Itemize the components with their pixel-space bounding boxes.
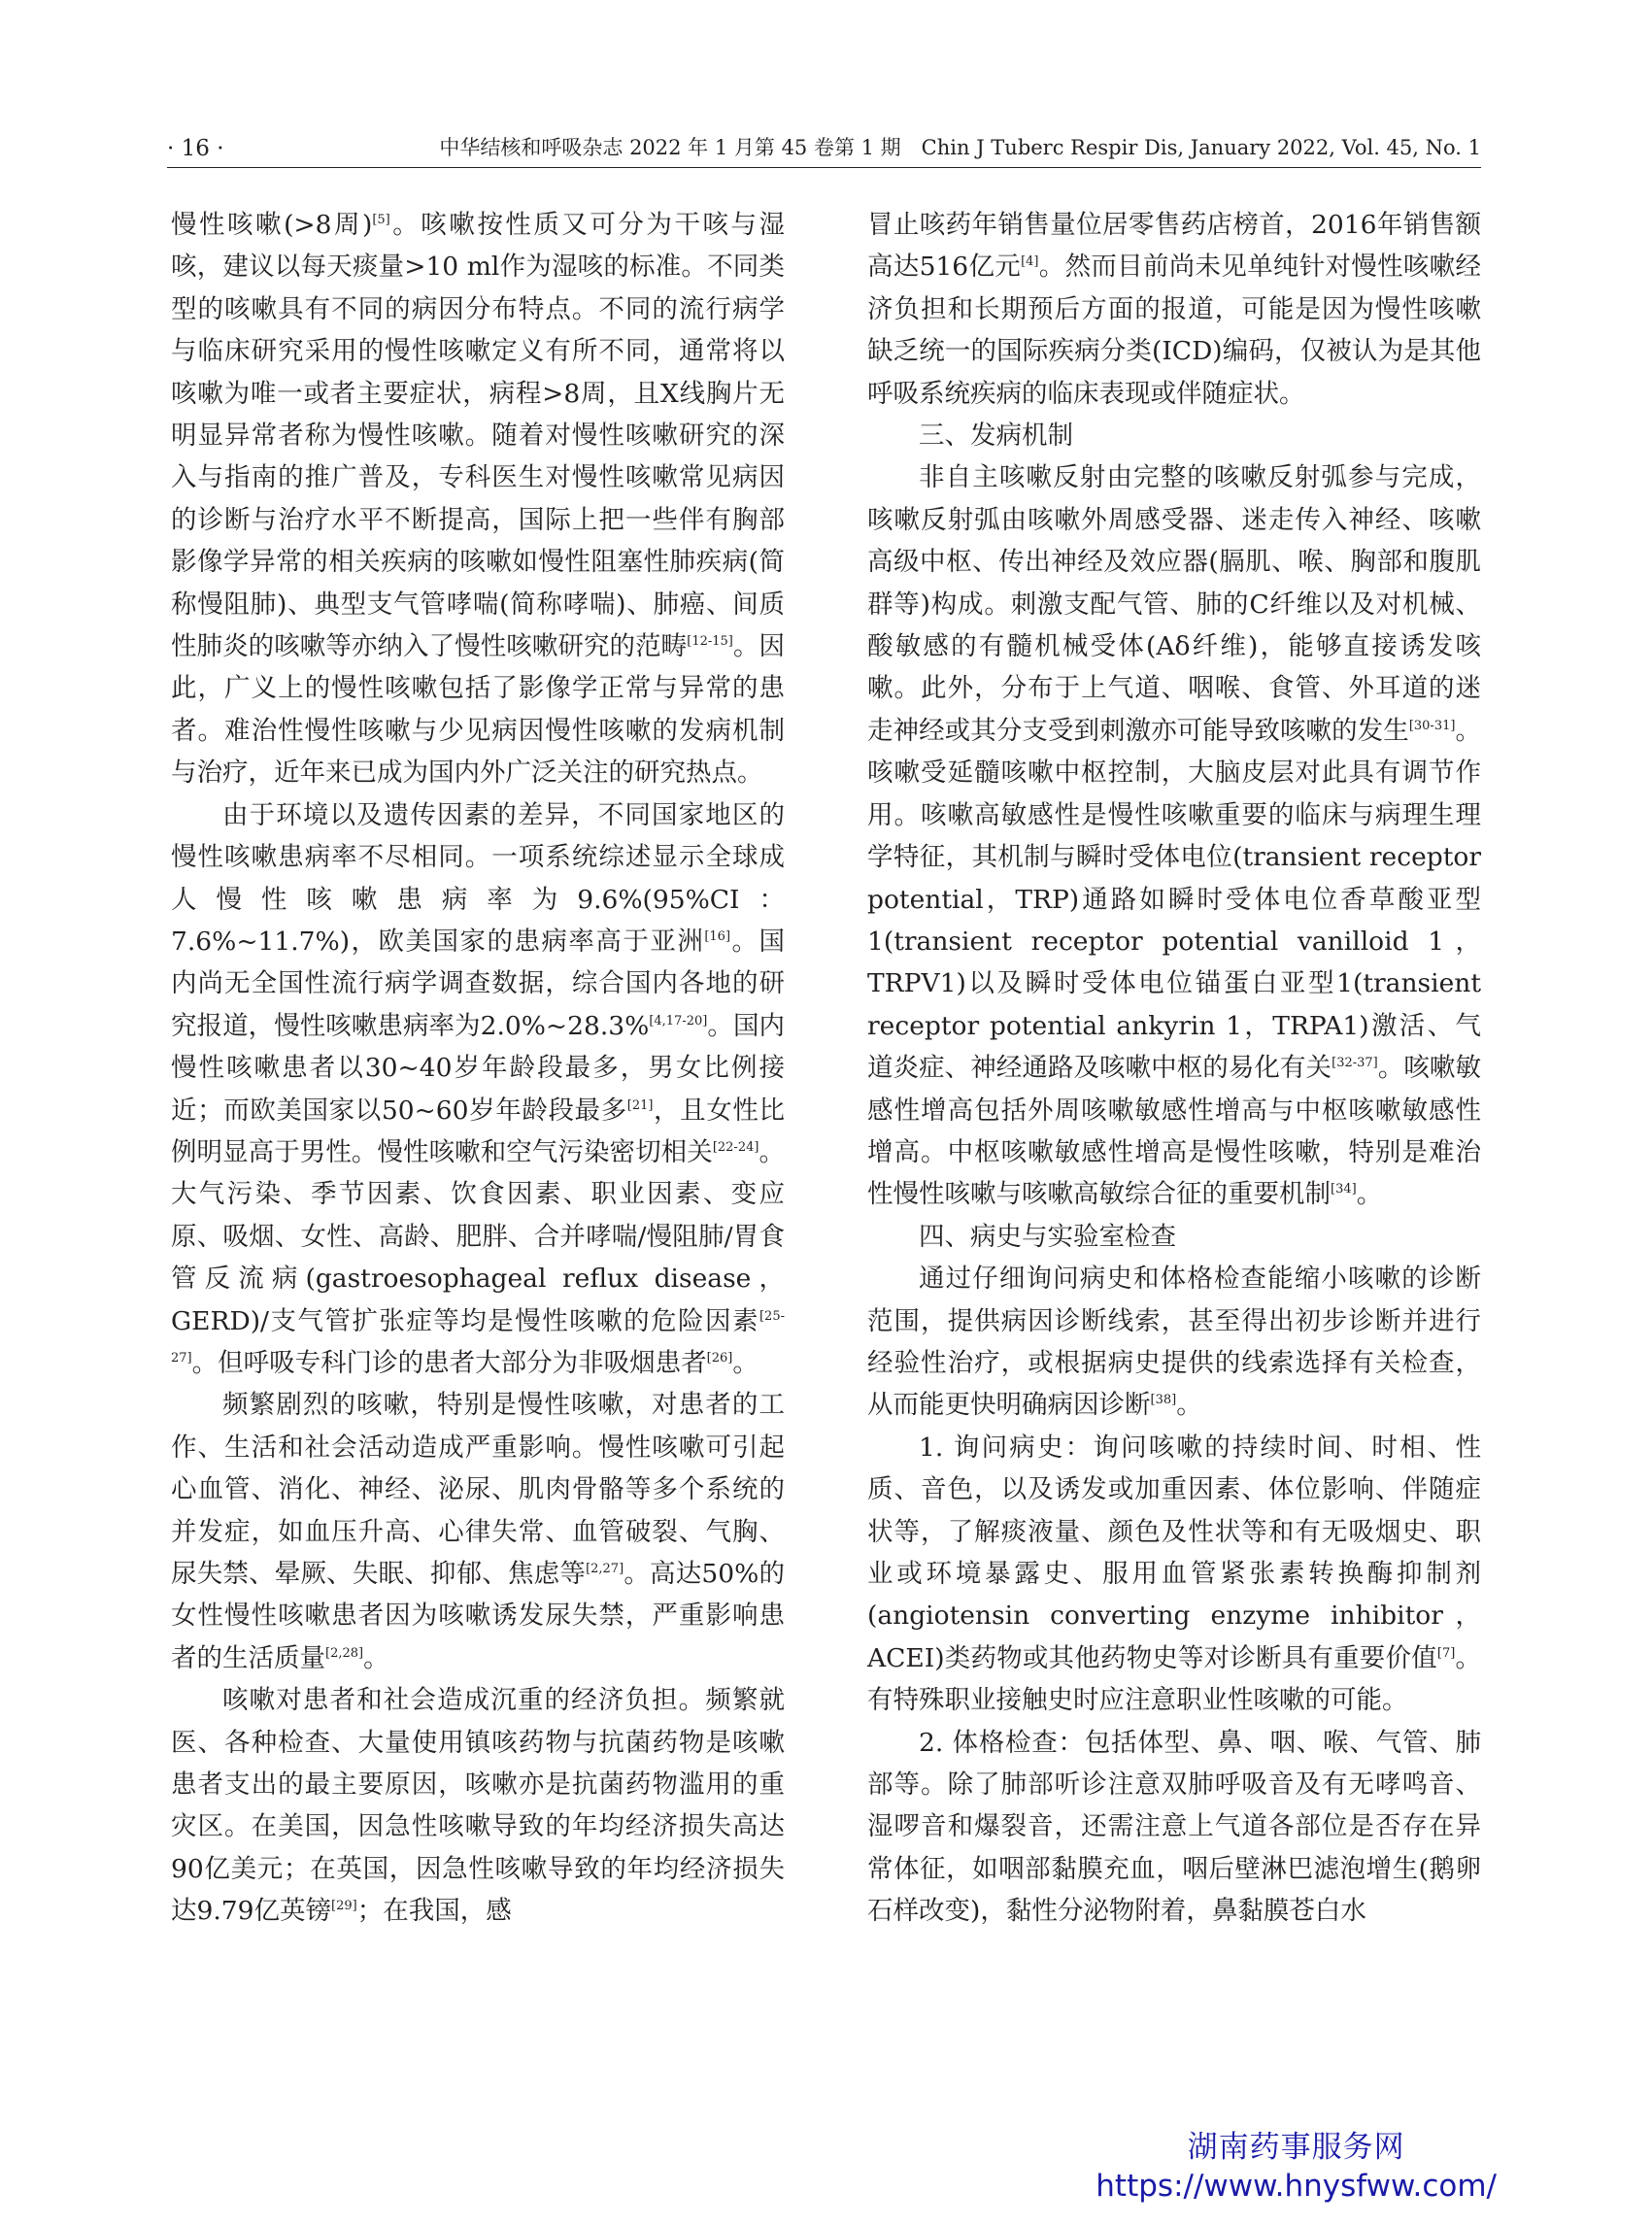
- paragraph: 冒止咳药年销售量位居零售药店榜首，2016年销售额高达516亿元[4]。然而目前尚未见单纯针对慢性咳嗽经济负担和长期预后方面的报道，可能是因为慢性咳嗽缺乏统一的国际疾病分类(ICD)编码，仅被认为是其他呼吸系统疾病的临床表现或伴随症状。: [867, 210, 1481, 409]
- citation: [38]: [1150, 1393, 1177, 1408]
- citation: [21]: [626, 1097, 654, 1113]
- paragraph: 通过仔细询问病史和体格检查能缩小咳嗽的诊断范围，提供病因诊断线索，甚至得出初步诊断并进行经验性治疗，或根据病史提供的线索选择有关检查，从而能更快明确病因诊断[38]。: [867, 1264, 1481, 1421]
- site-watermark: [1096, 2128, 1497, 2206]
- citation: [26]: [706, 1351, 733, 1366]
- running-header: [167, 130, 1481, 168]
- citation: [22-24]: [712, 1140, 759, 1156]
- citation: [34]: [1331, 1182, 1357, 1197]
- paragraph: 慢性咳嗽(>8周)[5]。咳嗽按性质又可分为干咳与湿咳，建议以每天痰量>10 ml作为湿咳的标准。不同类型的咳嗽具有不同的病因分布特点。不同的流行病学与临床研究采用的慢性咳嗽定义有所不同，通常将以咳嗽为唯一或者主要症状，病程>8周，且X线胸片无明显异常者称为慢性咳嗽。随着对慢性咳嗽研究的深入与指南的推广普及，专科医生对慢性咳嗽常见病因的诊断与治疗水平不断提高，国际上把一些伴有胸部影像学异常的相关疾病的咳嗽如慢性阻塞性肺疾病(简称慢阻肺)、典型支气管哮喘(简称哮喘)、肺癌、间质性肺炎的咳嗽等亦纳入了慢性咳嗽研究的范畴[12-15]。因此，广义上的慢性咳嗽包括了影像学正常与异常的患者。难治性慢性咳嗽与少见病因慢性咳嗽的发病机制与治疗，近年来已成为国内外广泛关注的研究热点。: [171, 210, 785, 789]
- citation: [16]: [704, 929, 731, 945]
- paragraph: 2. 体格检查：包括体型、鼻、咽、喉、气管、肺部等。除了肺部听诊注意双肺呼吸音及有无哮鸣音、湿啰音和爆裂音，还需注意上气道各部位是否存在异常体征，如咽部黏膜充血，咽后壁淋巴滤泡增生(鹅卵石样改变)，黏性分泌物附着，鼻黏膜苍白水: [867, 1727, 1481, 1927]
- section-heading: 三、发病机制: [919, 421, 1073, 452]
- paragraph: 频繁剧烈的咳嗽，特别是慢性咳嗽，对患者的工作、生活和社会活动造成严重影响。慢性咳嗽可引起心血管、消化、神经、泌尿、肌肉骨骼等多个系统的并发症，如血压升高、心律失常、血管破裂、气胸、尿失禁、晕厥、失眠、抑郁、焦虑等[2,27]。高达50%的女性慢性咳嗽患者因为咳嗽诱发尿失禁，严重影响患者的生活质量[2,28]。: [171, 1390, 786, 1673]
- section-heading: 四、病史与实验室检查: [919, 1221, 1176, 1252]
- citation: [2,27]: [586, 1562, 624, 1577]
- running-title: 中华结核和呼吸杂志 2022 年 1 月第 45 卷第 1 期 Chin J Tuberc Respir Dis, January 2022, Vol. 45, No. 1: [439, 136, 1481, 159]
- citation: [32-37]: [1332, 1056, 1378, 1071]
- citation: [7]: [1436, 1645, 1456, 1661]
- watermark-url[interactable]: https://www.hnysfww.com/: [1096, 2169, 1497, 2204]
- citation: [2,28]: [325, 1645, 364, 1661]
- citation: [12-15]: [687, 634, 733, 650]
- paragraph: 咳嗽对患者和社会造成沉重的经济负担。频繁就医、各种检查、大量使用镇咳药物与抗菌药物是咳嗽患者支出的最主要原因，咳嗽亦是抗菌药物滥用的重灾区。在美国，因急性咳嗽导致的年均经济损失高达90亿美元；在英国，因急性咳嗽导致的年均经济损失达9.79亿英镑[29]；在我国，感: [171, 1685, 785, 1927]
- paragraph: 1. 询问病史：询问咳嗽的持续时间、时相、性质、音色，以及诱发或加重因素、体位影响、伴随症状等，了解痰液量、颜色及性状等和有无吸烟史、职业或环境暴露史、服用血管紧张素转换酶抑制剂(angiotensin converting enzyme inhibitor，ACEI)类药物或其他药物史等对诊断具有重要价值[7]。有特殊职业接触史时应注意职业性咳嗽的可能。: [867, 1432, 1481, 1716]
- page-number: · 16 ·: [167, 136, 224, 161]
- watermark-site-name: 湖南药事服务网: [1187, 2130, 1405, 2165]
- paragraph: 由于环境以及遗传因素的差异，不同国家地区的慢性咳嗽患病率不尽相同。一项系统综述显示全球成人慢性咳嗽患病率为9.6%(95%CI：7.6%~11.7%)，欧美国家的患病率高于亚洲[16]。国内尚无全国性流行病学调查数据，综合国内各地的研究报道，慢性咳嗽患病率为2.0%~28.3%[4,17-20]。国内慢性咳嗽患者以30~40岁年龄段最多，男女比例接近；而欧美国家以50~60岁年龄段最多[21]，且女性比例明显高于男性。慢性咳嗽和空气污染密切相关[22-24]。大气污染、季节因素、饮食因素、职业因素、变应原、吸烟、女性、高龄、肥胖、合并哮喘/慢阻肺/胃食管反流病(gastroesophageal reflux disease，GERD)/支气管扩张症等均是慢性咳嗽的危险因素[25-27]。但呼吸专科门诊的患者大部分为非吸烟患者[26]。: [171, 799, 785, 1378]
- citation: [29]: [331, 1899, 357, 1914]
- paragraph: 非自主咳嗽反射由完整的咳嗽反射弧参与完成，咳嗽反射弧由咳嗽外周感受器、迷走传入神经、咳嗽高级中枢、传出神经及效应器(膈肌、喉、胸部和腹肌群等)构成。刺激支配气管、肺的C纤维以及对机械、酸敏感的有髓机械受体(Aδ纤维)，能够直接诱发咳嗽。此外，分布于上气道、咽喉、食管、外耳道的迷走神经或其分支受到刺激亦可能导致咳嗽的发生[30-31]。咳嗽受延髓咳嗽中枢控制，大脑皮层对此具有调节作用。咳嗽高敏感性是慢性咳嗽重要的临床与病理生理学特征，其机制与瞬时受体电位(transient receptor potential，TRP)通路如瞬时受体电位香草酸亚型1(transient receptor potential vanilloid 1，TRPV1)以及瞬时受体电位锚蛋白亚型1(transient receptor potential ankyrin 1，TRPA1)激活、气道炎症、神经通路及咳嗽中枢的易化有关[32-37]。咳嗽敏感性增高包括外周咳嗽敏感性增高与中枢咳嗽敏感性增高。中枢咳嗽敏感性增高是慢性咳嗽，特别是难治性慢性咳嗽与咳嗽高敏综合征的重要机制[34]。: [867, 462, 1481, 1210]
- left-column: [171, 204, 785, 1933]
- citation: [4]: [1021, 254, 1039, 270]
- right-column: [867, 204, 1481, 1933]
- citation: [4,17-20]: [649, 1013, 708, 1028]
- citation: [5]: [372, 213, 390, 228]
- citation: [25-27]: [171, 1308, 785, 1366]
- citation: [30-31]: [1408, 719, 1456, 734]
